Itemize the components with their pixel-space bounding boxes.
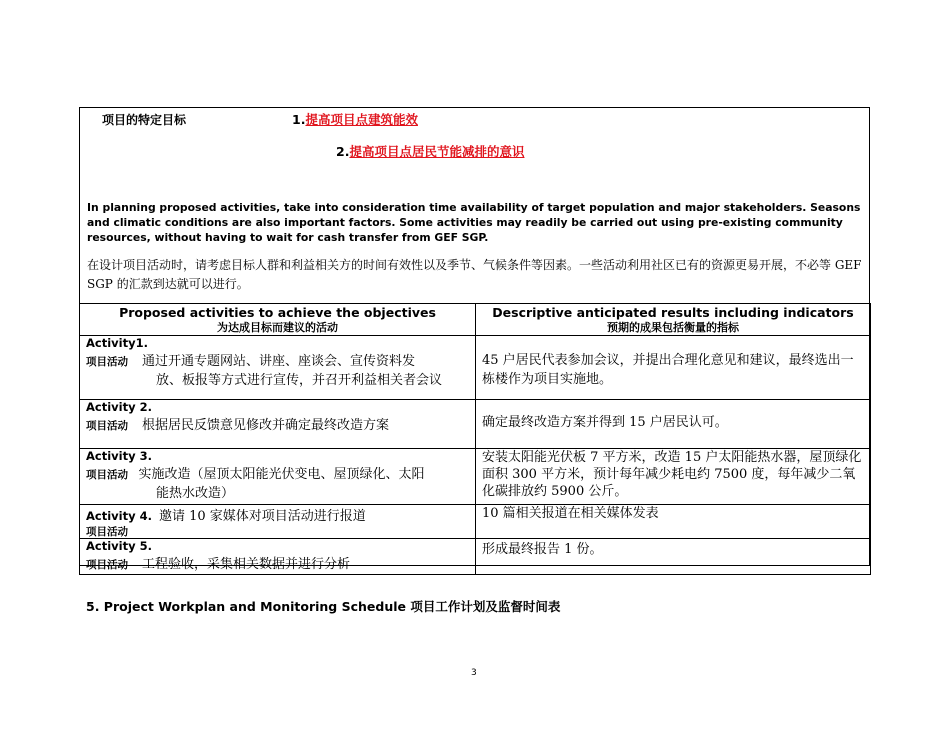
header-activities-zh: 为达成目标而建议的活动 — [217, 321, 338, 334]
table-row — [80, 505, 871, 539]
objective-2-text: 提高项目点居民节能减排的意识 — [349, 144, 525, 159]
result-text: 45 户居民代表参加会议，并提出合理化意见和建议，最终选出一栋楼作为项目实施地。 — [482, 353, 854, 387]
activity-title: Activity1. — [86, 336, 148, 350]
section-heading-en: 5. Project Workplan and Monitoring Schedule — [86, 599, 406, 614]
objective-2 — [336, 142, 524, 160]
activity-tag: 项目活动 — [86, 469, 128, 481]
result-cell — [476, 505, 871, 539]
result-text: 安装太阳能光伏板 7 平方米，改造 15 户太阳能热水器，屋顶绿化面积 300 平方米，预计每年减少耗电约 7500 度，每年减少二氧化碳排放约 5900 公斤。 — [482, 450, 862, 499]
objective-2-number: 2. — [336, 144, 350, 159]
result-text: 确定最终改造方案并得到 15 户居民认可。 — [482, 415, 728, 430]
activity-tag: 项目活动 — [86, 526, 128, 538]
table-row — [80, 449, 871, 505]
table-header-row — [80, 304, 871, 336]
result-cell — [476, 449, 871, 505]
document-frame — [79, 107, 870, 572]
activity-title: Activity 2. — [86, 400, 152, 414]
activity-title: Activity 4. — [86, 509, 152, 523]
section-heading — [86, 597, 560, 615]
table-row — [80, 400, 871, 449]
section-heading-zh: 项目工作计划及监督时间表 — [410, 599, 561, 614]
table-row — [80, 539, 871, 575]
activity-cell — [80, 505, 476, 539]
activity-title: Activity 5. — [86, 539, 152, 553]
result-cell — [476, 336, 871, 400]
activity-cell — [80, 539, 476, 575]
result-cell — [476, 539, 871, 575]
header-activities-en: Proposed activities to achieve the objectives — [119, 305, 436, 320]
activity-description-cont: 放、板报等方式进行宣传，并召开利益相关者会议 — [156, 373, 443, 388]
objectives-label: 项目的特定目标 — [102, 113, 187, 127]
objectives-section — [80, 108, 869, 303]
table-row — [80, 336, 871, 400]
activity-tag: 项目活动 — [86, 356, 128, 368]
header-results-en: Descriptive anticipated results including indicators — [492, 305, 854, 320]
activity-tag: 项目活动 — [86, 559, 128, 571]
activity-description: 根据居民反馈意见修改并确定最终改造方案 — [142, 418, 390, 433]
header-results — [476, 304, 871, 336]
objective-1-text: 提高项目点建筑能效 — [305, 112, 418, 127]
activity-tag: 项目活动 — [86, 420, 128, 432]
activity-description-cont: 能热水改造） — [156, 486, 235, 501]
objective-1 — [292, 110, 418, 128]
activities-table — [79, 303, 871, 575]
activity-title: Activity 3. — [86, 449, 152, 463]
activity-cell — [80, 449, 476, 505]
result-text: 形成最终报告 1 份。 — [482, 542, 603, 557]
page-number: 3 — [471, 668, 477, 678]
result-text: 10 篇相关报道在相关媒体发表 — [482, 506, 659, 521]
activity-description: 工程验收，采集相关数据并进行分析 — [142, 557, 351, 572]
guidance-chinese: 在设计项目活动时，请考虑目标人群和利益相关方的时间有效性以及季节、气候条件等因素。一些活动利用社区已有的资源更易开展，不必等 GEF SGP 的汇款到达就可以进行。 — [87, 258, 862, 291]
activity-cell — [80, 336, 476, 400]
result-cell — [476, 400, 871, 449]
activity-description: 通过开通专题网站、讲座、座谈会、宣传资料发 — [142, 354, 416, 369]
objective-1-number: 1. — [292, 112, 306, 127]
activity-cell — [80, 400, 476, 449]
header-results-zh: 预期的成果包括衡量的指标 — [607, 321, 739, 334]
guidance-english: In planning proposed activities, take into consideration time availability of target population and major stakeholders. Seasons and climatic conditions are also important factors. Some activities may readily be carried out using pre-existing community resources, without having to wait for cash transfer from GEF SGP. — [87, 201, 861, 244]
header-activities — [80, 304, 476, 336]
activity-description: 实施改造（屋顶太阳能光伏变电、屋顶绿化、太阳 — [138, 467, 425, 482]
activity-description: 邀请 10 家媒体对项目活动进行报道 — [158, 509, 366, 524]
